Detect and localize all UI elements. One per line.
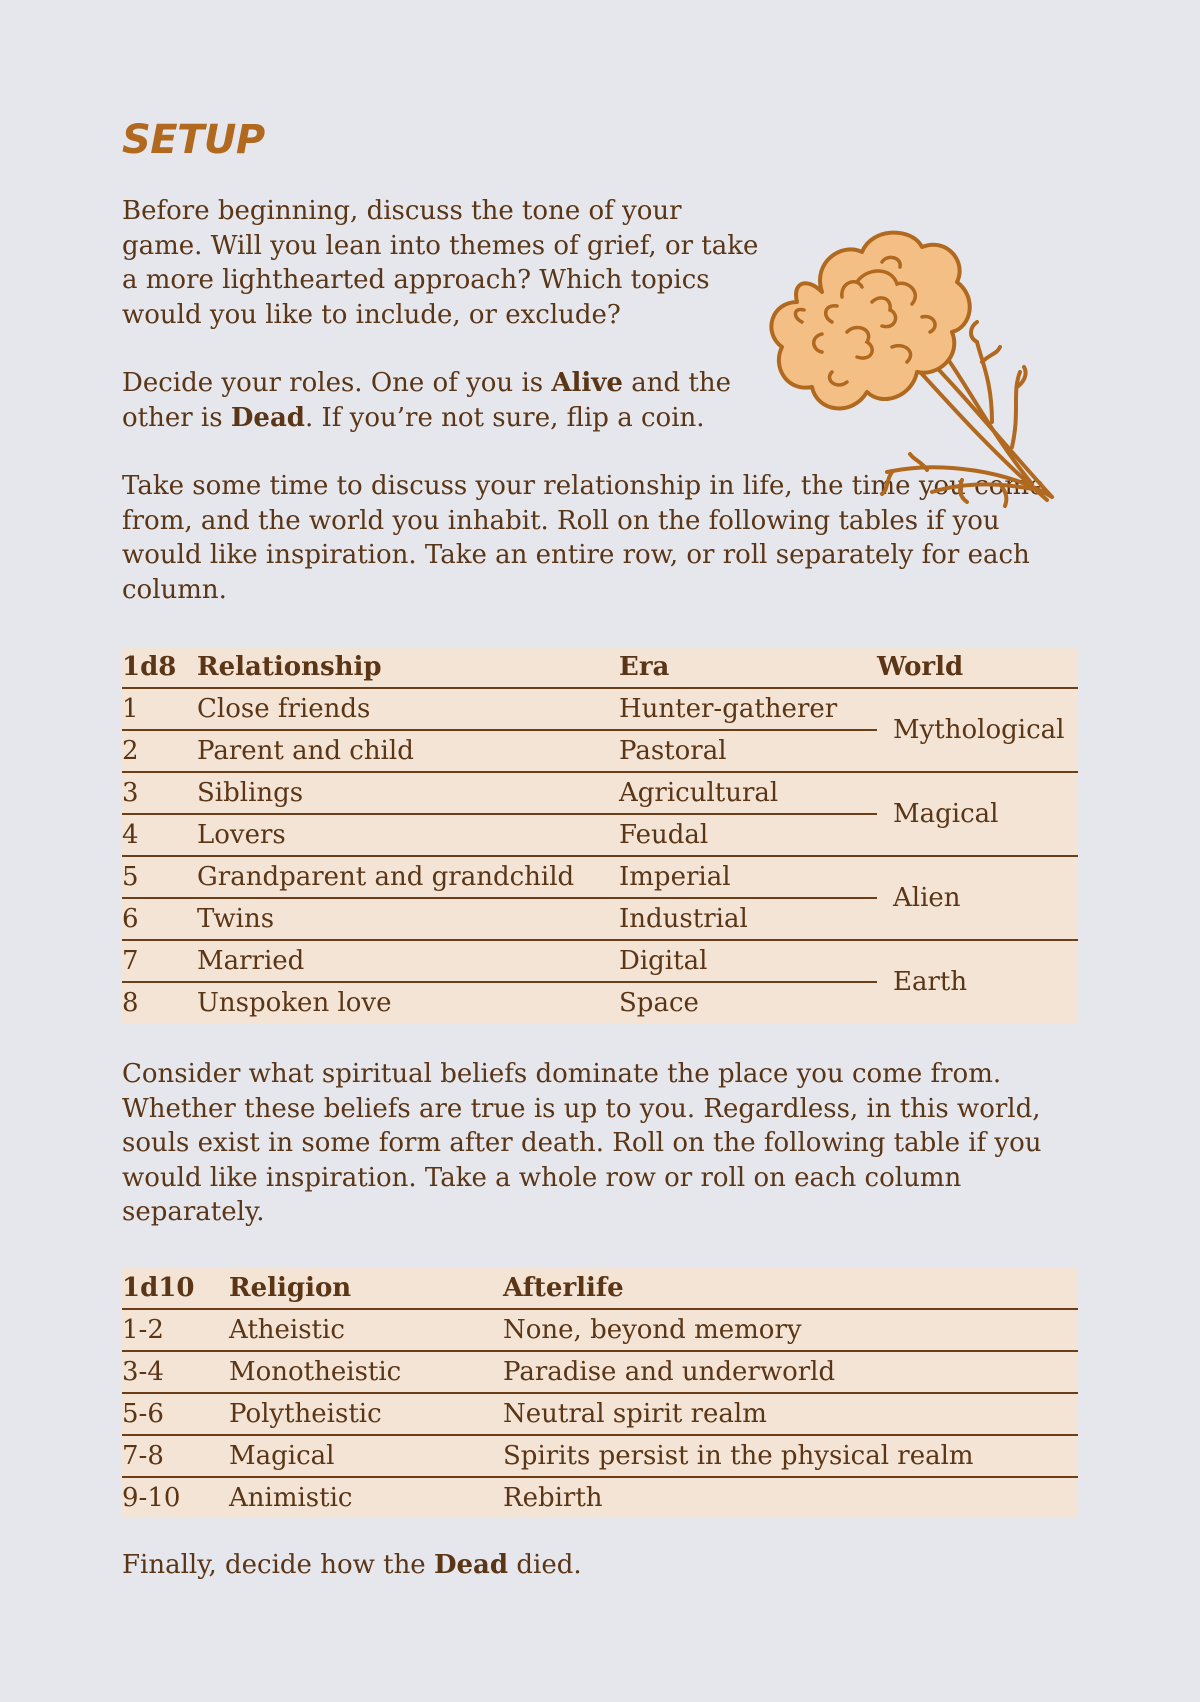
table-row [122, 1309, 1078, 1351]
relationship-table [122, 647, 1078, 1023]
final-paragraph [122, 1548, 1078, 1583]
table-header-row [122, 1268, 1078, 1309]
header-world: World [877, 652, 964, 682]
roles-paragraph [122, 366, 762, 435]
table-header-row [122, 647, 1078, 688]
roll-cell: 4 [122, 820, 139, 850]
setup-page [122, 112, 1078, 1582]
dead-role: Dead [433, 1549, 509, 1580]
roll-cell: 7-8 [122, 1440, 164, 1471]
afterlife-cell: Rebirth [503, 1482, 603, 1513]
header-roll: 1d10 [122, 1272, 195, 1303]
roles-text-2: and the other is [122, 368, 731, 433]
relationship-cell: Close friends [197, 688, 619, 730]
world-cell: Earth [893, 967, 968, 997]
table-row [122, 1477, 1078, 1518]
beliefs-paragraph: Consider what spiritual beliefs dominate the place you come from. Whether these beliefs are true is up to you. Regardless, in this world, souls exist in some form after death. Roll on the following table if you would like inspiration. Take a whole row or roll on each column separately. [122, 1059, 1042, 1227]
era-cell: Space [619, 988, 699, 1018]
roll-cell: 2 [122, 736, 139, 766]
relationship-cell: Married [197, 940, 619, 982]
relationship-cell: Unspoken love [197, 988, 392, 1018]
world-cell: Mythological [877, 688, 1078, 772]
afterlife-cell: None, beyond memory [503, 1314, 802, 1345]
roll-cell: 7 [122, 940, 197, 982]
header-era: Era [619, 652, 670, 682]
table-row [122, 1435, 1078, 1477]
religion-cell: Atheistic [229, 1314, 345, 1345]
era-cell: Industrial [619, 904, 748, 934]
table-row [122, 856, 1078, 898]
table-row [122, 940, 1078, 982]
world-cell: Magical [877, 772, 1078, 856]
alive-role: Alive [551, 368, 623, 398]
roll-cell: 6 [122, 904, 139, 934]
page-title: SETUP [122, 117, 265, 163]
relationship-paragraph: Take some time to discuss your relationship in life, the time you come from, and the world you inhabit. Roll on the following tables if you would like inspiration. Take an entire row, or roll separately for each column. [122, 471, 1045, 605]
relationship-cell: Grandparent and grandchild [197, 856, 619, 898]
roll-cell: 5-6 [122, 1398, 164, 1429]
final-text-2: died. [508, 1549, 582, 1580]
relationship-cell: Parent and child [197, 736, 414, 766]
roll-cell: 3-4 [122, 1356, 164, 1387]
header-afterlife: Afterlife [503, 1272, 624, 1303]
era-cell: Imperial [619, 856, 877, 898]
religion-cell: Monotheistic [229, 1356, 402, 1387]
dead-role: Dead [230, 402, 305, 433]
roll-cell: 8 [122, 988, 139, 1018]
table-row [122, 1393, 1078, 1435]
roll-cell: 1 [122, 688, 197, 730]
roles-text-1: Decide your roles. One of you is [122, 368, 552, 398]
table-row [122, 772, 1078, 814]
relationship-cell: Siblings [197, 772, 619, 814]
afterlife-cell: Neutral spirit realm [503, 1398, 767, 1429]
afterlife-cell: Paradise and underworld [503, 1356, 836, 1387]
final-text-1: Finally, decide how the [122, 1549, 434, 1580]
era-cell: Feudal [619, 820, 709, 850]
intro-block [122, 194, 1078, 435]
tone-paragraph: Before beginning, discuss the tone of your game. Will you lean into themes of grief, or take a more lighthearted approach? Which topics would you like to include, or exclude? [122, 196, 759, 330]
world-cell: Alien [877, 856, 1078, 940]
afterlife-cell: Spirits persist in the physical realm [503, 1440, 974, 1471]
marigold-flower-icon [762, 222, 1072, 512]
religion-table [122, 1268, 1078, 1518]
religion-cell: Magical [229, 1440, 335, 1471]
religion-cell: Polytheistic [229, 1398, 382, 1429]
era-cell: Digital [619, 940, 877, 982]
roll-cell: 9-10 [122, 1482, 181, 1513]
header-relationship: Relationship [197, 652, 382, 682]
relationship-cell: Lovers [197, 820, 286, 850]
roll-cell: 5 [122, 856, 197, 898]
religion-cell: Animistic [229, 1482, 353, 1513]
roll-cell: 3 [122, 772, 197, 814]
relationship-cell: Twins [197, 904, 275, 934]
era-cell: Pastoral [619, 736, 727, 766]
era-cell: Agricultural [619, 772, 877, 814]
table-row [122, 688, 1078, 730]
table-row [122, 1351, 1078, 1393]
roll-cell: 1-2 [122, 1314, 164, 1345]
roles-text-3: . If you’re not sure, flip a coin. [304, 402, 705, 433]
era-cell: Hunter-gatherer [619, 688, 877, 730]
header-religion: Religion [229, 1272, 352, 1303]
header-roll: 1d8 [122, 652, 177, 682]
